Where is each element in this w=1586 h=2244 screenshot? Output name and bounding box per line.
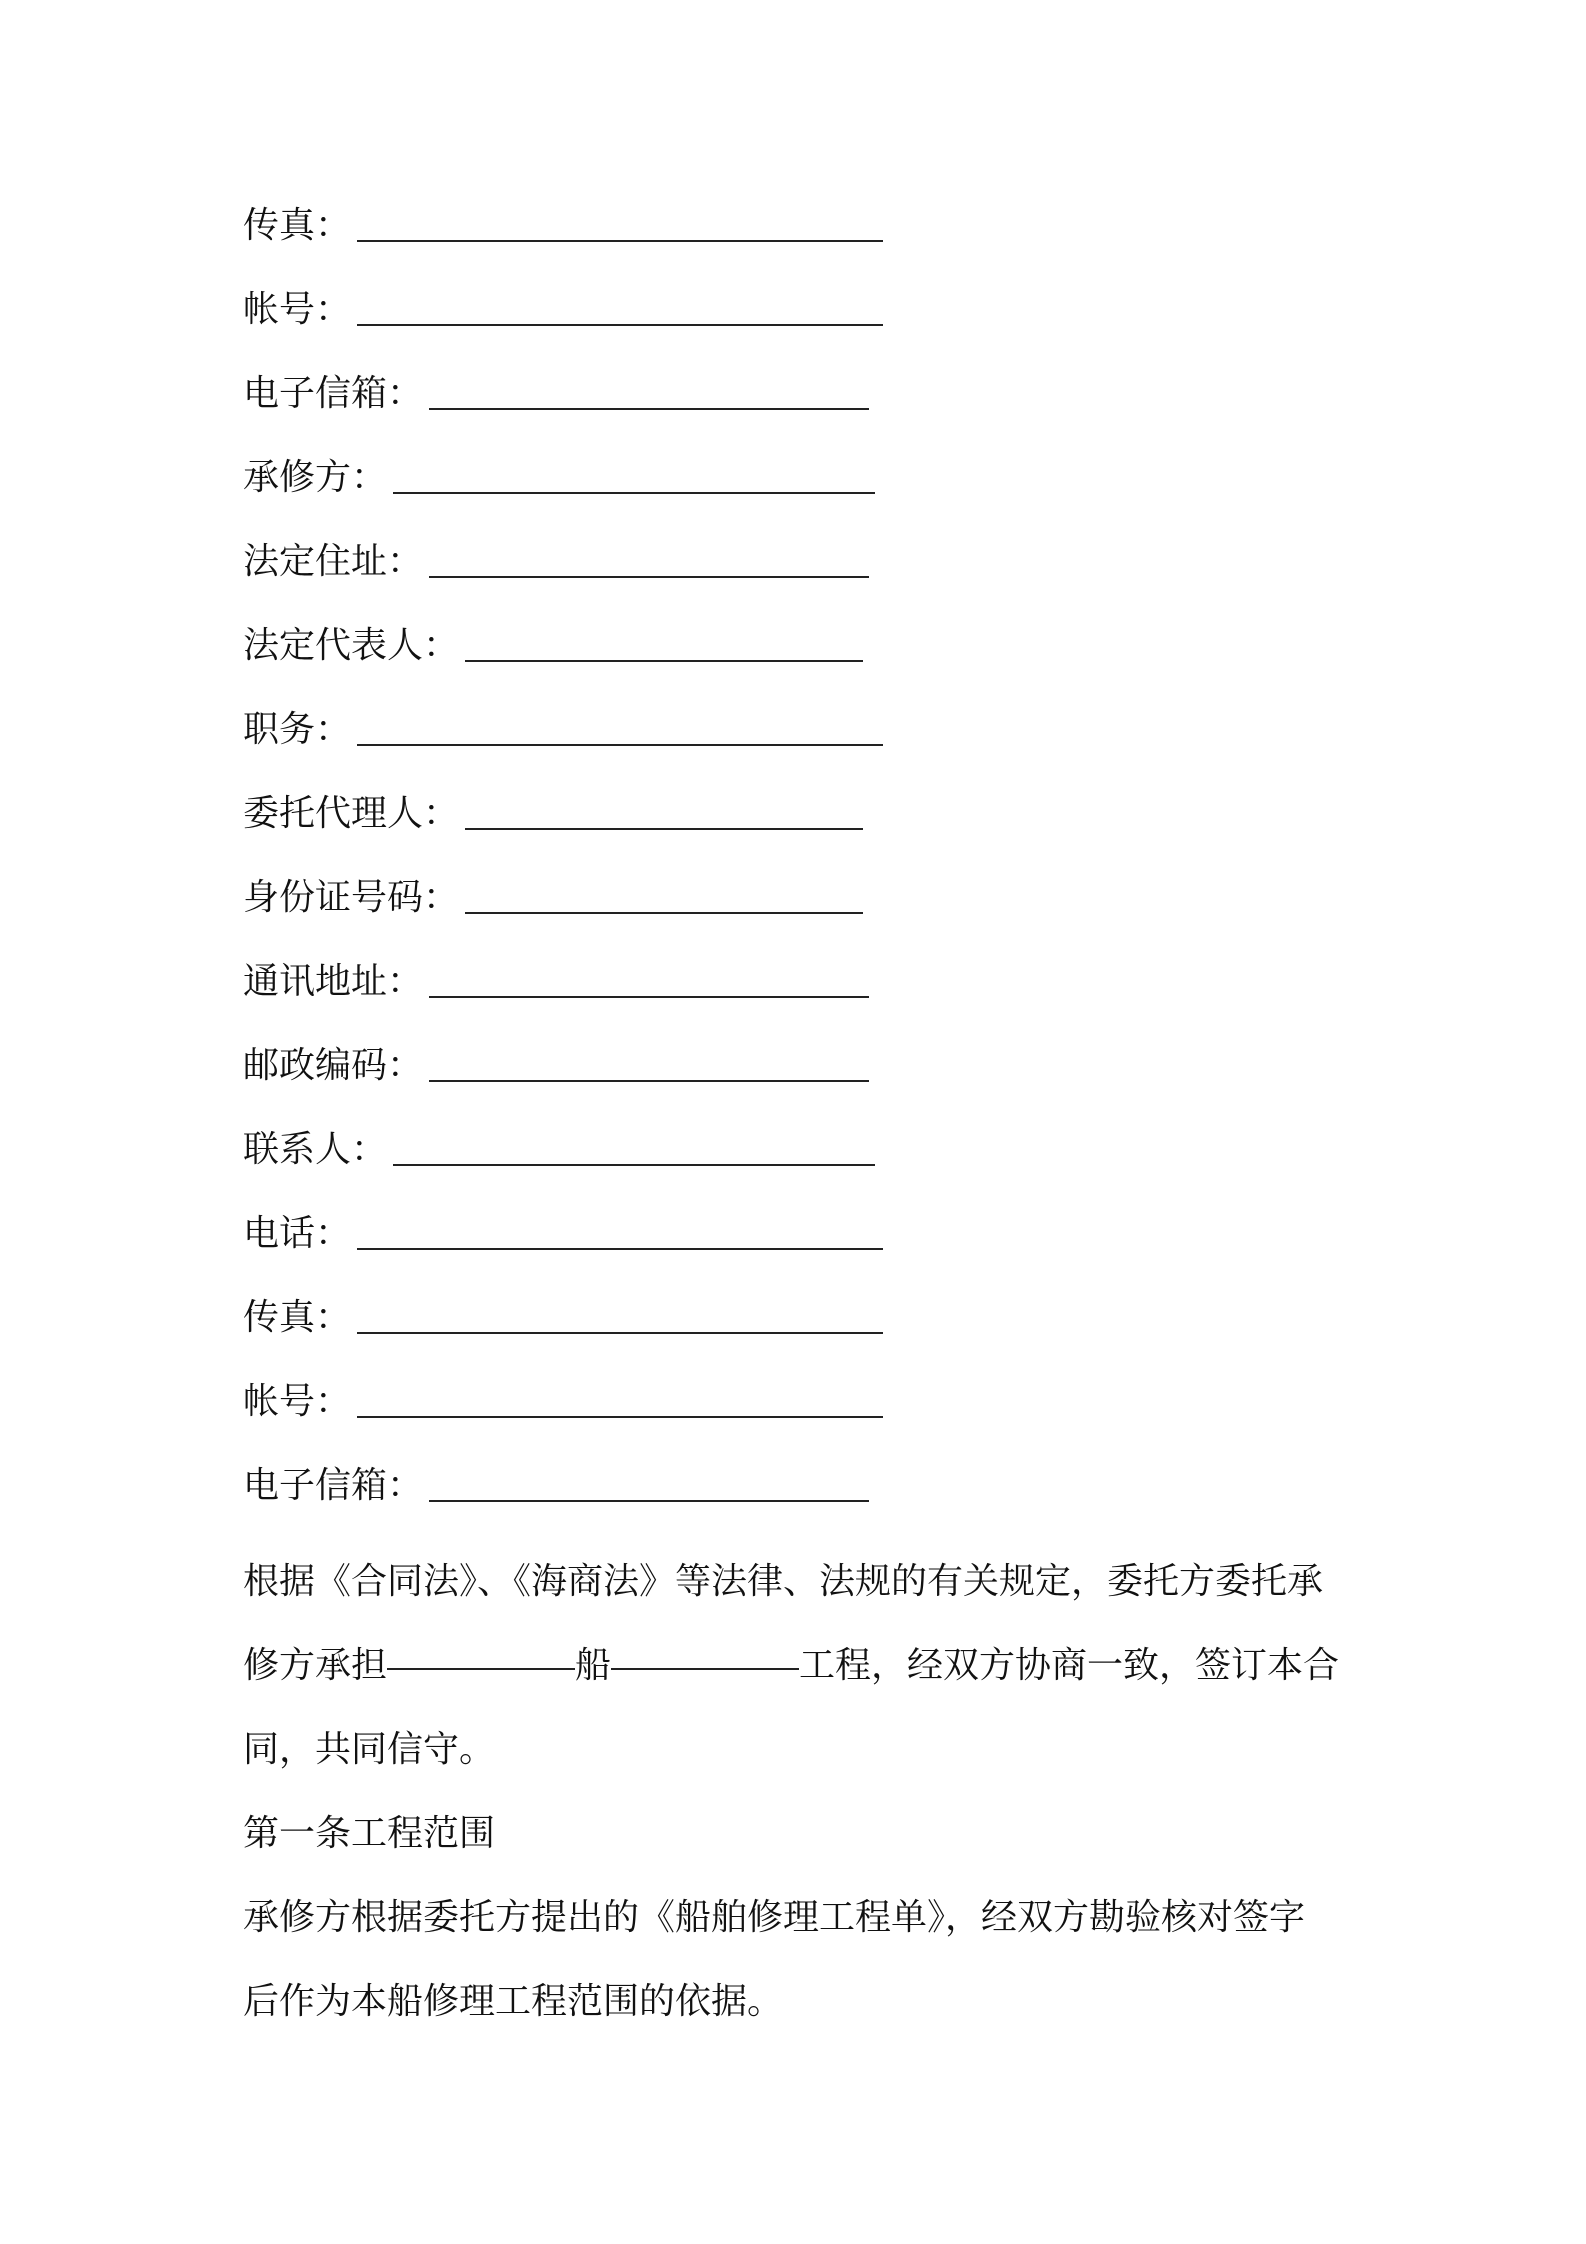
fill-blank <box>393 1120 875 1166</box>
field-label: 联系人： <box>243 1129 388 1170</box>
fill-blank <box>465 784 863 830</box>
field-label: 邮政编码： <box>243 1045 424 1086</box>
field-fax-1 <box>243 196 1353 280</box>
field-legal-address <box>243 532 1353 616</box>
field-fax-2 <box>243 1288 1353 1372</box>
field-label: 传真： <box>243 205 352 246</box>
article-1-line-2: 后作为本船修理工程范围的依据。 <box>243 1981 784 2022</box>
intro-line-2a: 修方承担 <box>243 1645 388 1686</box>
fill-blank <box>429 1036 869 1082</box>
field-label: 帐号： <box>243 289 352 330</box>
fill-blank <box>429 532 869 578</box>
field-email-2 <box>243 1456 1353 1540</box>
fill-blank <box>357 196 883 242</box>
field-label: 承修方： <box>243 457 388 498</box>
field-label: 身份证号码： <box>243 877 460 918</box>
field-label: 电子信箱： <box>243 1465 424 1506</box>
field-email-1 <box>243 364 1353 448</box>
field-postal-code <box>243 1036 1353 1120</box>
fill-blank <box>357 1372 883 1418</box>
intro-line-3: 同，共同信守。 <box>243 1729 496 1770</box>
field-id-number <box>243 868 1353 952</box>
field-account-1 <box>243 280 1353 364</box>
fill-blank <box>429 1456 869 1502</box>
intro-line-1: 根据《合同法》、《海商法》等法律、法规的有关规定，委托方委托承 <box>243 1561 1324 1602</box>
fill-blank <box>357 280 883 326</box>
fill-blank <box>357 1204 883 1250</box>
article-title-text: 第一条工程范围 <box>243 1813 496 1854</box>
field-phone <box>243 1204 1353 1288</box>
document-content <box>243 196 1353 2044</box>
fill-blank <box>357 700 883 746</box>
project-name-blank <box>611 1624 799 1670</box>
field-label: 传真： <box>243 1297 352 1338</box>
ship-name-blank <box>387 1624 575 1670</box>
fill-blank <box>393 448 875 494</box>
field-label: 通讯地址： <box>243 961 424 1002</box>
field-contact-person <box>243 1120 1353 1204</box>
field-contractor <box>243 448 1353 532</box>
article-1-line-1: 承修方根据委托方提出的《船舶修理工程单》，经双方勘验核对签字 <box>243 1897 1306 1938</box>
field-label: 电子信箱： <box>243 373 424 414</box>
intro-line-2b: 船 <box>575 1645 612 1686</box>
field-label: 电话： <box>243 1213 352 1254</box>
field-label: 法定代表人： <box>243 625 460 666</box>
article-1-body <box>243 1876 1353 2044</box>
intro-paragraph <box>243 1540 1353 1792</box>
field-label: 职务： <box>243 709 352 750</box>
field-account-2 <box>243 1372 1353 1456</box>
field-legal-representative <box>243 616 1353 700</box>
field-mailing-address <box>243 952 1353 1036</box>
fill-blank <box>465 868 863 914</box>
article-1-title <box>243 1792 1353 1876</box>
intro-line-2c: 工程，经双方协商一致，签订本合 <box>799 1645 1340 1686</box>
field-label: 法定住址： <box>243 541 424 582</box>
fill-blank <box>357 1288 883 1334</box>
field-position <box>243 700 1353 784</box>
fill-blank <box>429 952 869 998</box>
field-agent <box>243 784 1353 868</box>
fill-blank <box>465 616 863 662</box>
field-label: 委托代理人： <box>243 793 460 834</box>
fill-blank <box>429 364 869 410</box>
field-label: 帐号： <box>243 1381 352 1422</box>
